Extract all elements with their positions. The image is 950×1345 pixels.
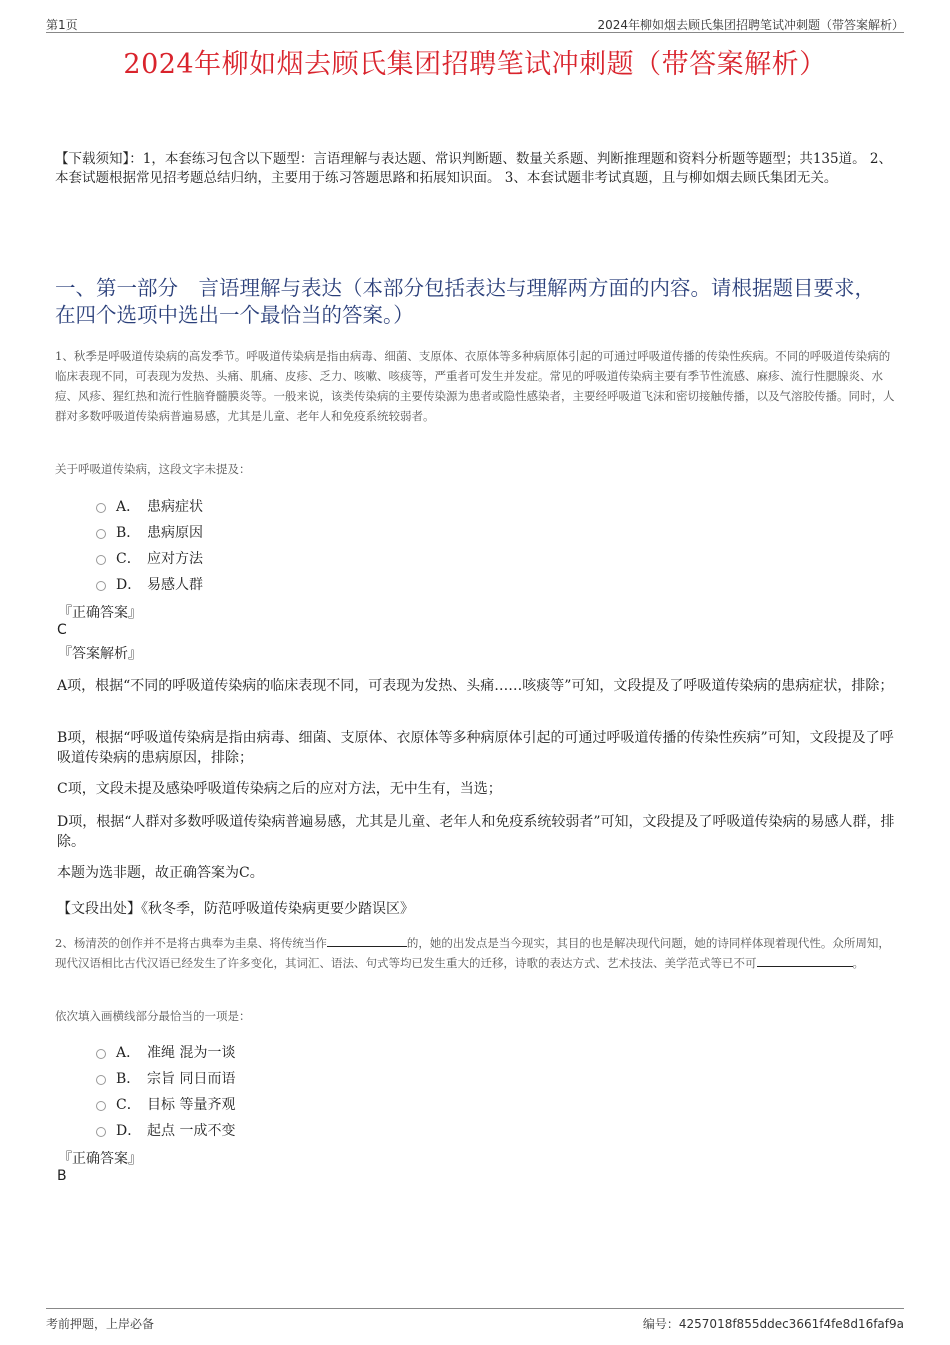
question-1-prompt: 关于呼吸道传染病，这段文字未提及： (55, 462, 251, 476)
page-footer (46, 1308, 904, 1333)
radio-icon[interactable] (96, 503, 106, 513)
question-1-options (96, 493, 203, 597)
analysis-c: C项，文段未提及感染呼吸道传染病之后的应对方法，无中生有，当选； (57, 781, 502, 797)
option-text: 起点 一成不变 (147, 1123, 236, 1139)
option-text: 准绳 混为一谈 (147, 1045, 236, 1061)
analysis-d: D项，根据“人群对多数呼吸道传染病普遍易感，尤其是儿童、老年人和免疫系统较弱者”可知，文段提及了呼吸道传染病的易感人群，排除。 (57, 814, 895, 850)
blank-line (757, 954, 853, 967)
question-2-text-part1: 2、杨清茨的创作并不是将古典奉为圭臬、将传统当作 (55, 936, 327, 950)
answer-label: 『正确答案』 (58, 1151, 142, 1167)
download-notice: 【下载须知】：1，本套练习包含以下题型：言语理解与表达题、常识判断题、数量关系题、判断推理题和资料分析题等题型；共135道。 2、本套试题根据常见招考题总结归纳，主要用于练习答题思路和拓展知识面。 3、本套试题非考试真题，且与柳如烟去顾氏集团无关。 (55, 151, 892, 186)
option-text: 易感人群 (147, 577, 203, 593)
question-2-text (55, 933, 900, 973)
question-1-text: 1、秋季是呼吸道传染病的高发季节。呼吸道传染病是指由病毒、细菌、支原体、衣原体等多种病原体引起的可通过呼吸道传播的传染性疾病。不同的呼吸道传染病的临床表现不同，可表现为发热、头痛、肌痛、皮疹、乏力、咳嗽、咳痰等，严重者可发生并发症。常见的呼吸道传染病主要有季节性流感、麻疹、流行性腮腺炎、水痘、风疹、猩红热和流行性脑脊髓膜炎等。一般来说，该类传染病的主要传染源为患者或隐性感染者，主要经呼吸道飞沫和密切接触传播，以及气溶胶传播。同时，人群对多数呼吸道传染病普遍易感，尤其是儿童、老年人和免疫系统较弱者。 (55, 349, 895, 423)
answer-label: 『正确答案』 (58, 605, 142, 621)
radio-icon[interactable] (96, 529, 106, 539)
option-a[interactable] (96, 493, 203, 519)
question-2-options (96, 1039, 235, 1143)
header-doc-name: 2024年柳如烟去顾氏集团招聘笔试冲刺题（带答案解析） (597, 18, 904, 32)
section-title: 一、第一部分 言语理解与表达（本部分包括表达与理解两方面的内容。请根据题目要求，在四个选项中选出一个最恰当的答案。） (55, 276, 875, 327)
option-d[interactable] (96, 1117, 235, 1143)
option-c[interactable] (96, 1091, 235, 1117)
option-a[interactable] (96, 1039, 235, 1065)
option-c[interactable] (96, 545, 203, 571)
radio-icon[interactable] (96, 1075, 106, 1085)
answer-value: B (57, 1168, 67, 1184)
analysis-conclusion: 本题为选非题，故正确答案为C。 (57, 865, 264, 881)
radio-icon[interactable] (96, 1049, 106, 1059)
question-2-text-part3: 。 (852, 956, 864, 970)
option-text: 患病症状 (147, 499, 203, 515)
option-letter: B． (116, 525, 141, 541)
option-d[interactable] (96, 571, 203, 597)
option-text: 应对方法 (147, 551, 203, 567)
radio-icon[interactable] (96, 1101, 106, 1111)
radio-icon[interactable] (96, 581, 106, 591)
blank-line (327, 934, 407, 947)
option-text: 宗旨 同日而语 (147, 1071, 236, 1087)
option-letter: A． (116, 499, 141, 515)
answer-value: C (57, 622, 67, 638)
option-letter: C． (116, 1097, 141, 1113)
source-citation: 【文段出处】《秋冬季，防范呼吸道传染病更要少踏误区》 (57, 901, 414, 917)
option-letter: D． (116, 1123, 142, 1139)
question-2-prompt: 依次填入画横线部分最恰当的一项是： (55, 1009, 251, 1023)
option-letter: C． (116, 551, 141, 567)
option-text: 患病原因 (147, 525, 203, 541)
page-number: 第1页 (46, 18, 78, 32)
option-b[interactable] (96, 1065, 235, 1091)
page-header (46, 14, 904, 33)
radio-icon[interactable] (96, 1127, 106, 1137)
option-text: 目标 等量齐观 (147, 1097, 236, 1113)
analysis-b: B项，根据“呼吸道传染病是指由病毒、细菌、支原体、衣原体等多种病原体引起的可通过呼吸道传播的传染性疾病”可知，文段提及了呼吸道传染病的患病原因，排除； (57, 730, 894, 766)
option-letter: D． (116, 577, 142, 593)
option-b[interactable] (96, 519, 203, 545)
footer-slogan: 考前押题，上岸必备 (46, 1317, 155, 1331)
option-letter: B． (116, 1071, 141, 1087)
analysis-label: 『答案解析』 (58, 646, 142, 662)
analysis-a: A项，根据“不同的呼吸道传染病的临床表现不同，可表现为发热、头痛……咳痰等”可知，文段提及了呼吸道传染病的患病症状，排除； (57, 678, 894, 694)
option-letter: A． (116, 1045, 141, 1061)
radio-icon[interactable] (96, 555, 106, 565)
document-title: 2024年柳如烟去顾氏集团招聘笔试冲刺题（带答案解析） (123, 49, 827, 80)
question-2-text-part2: 的，她的出发点是当今现实，其目的也是解决现代问题，她的诗同样体现着现代性。众所周知，现代汉语相比古代汉语已经发生了许多变化，其词汇、语法、句式等均已发生重大的迁移，诗歌的表达方式、艺术技法、美学范式等已不可 (55, 936, 890, 970)
footer-code: 编号：4257018f855ddec3661f4fe8d16faf9a (642, 1317, 904, 1331)
